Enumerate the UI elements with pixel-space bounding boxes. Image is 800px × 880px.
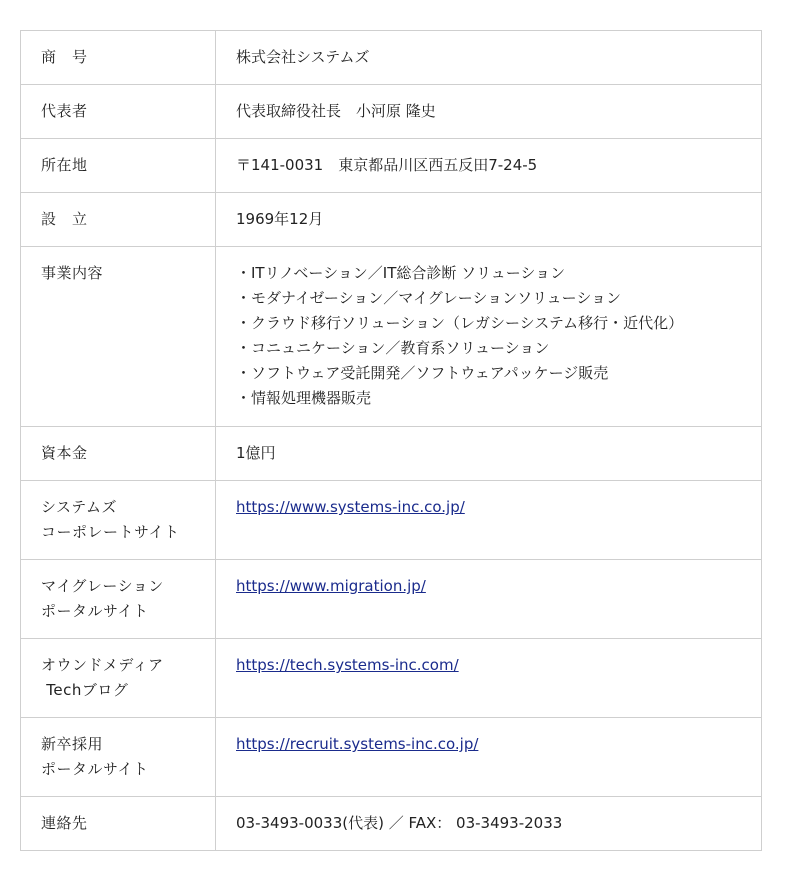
row-label-line: オウンドメディア	[41, 656, 164, 674]
row-label: 事業内容	[41, 264, 104, 282]
business-item: ・ソフトウェア受託開発／ソフトウェアパッケージ販売	[236, 364, 609, 382]
label-cell	[21, 427, 216, 481]
label-cell	[21, 797, 216, 851]
row-label-line: ポータルサイト	[41, 760, 149, 778]
value-cell	[216, 193, 762, 247]
row-label: 連絡先	[41, 814, 88, 832]
business-item: ・モダナイゼーション／マイグレーションソリューション	[236, 289, 622, 307]
label-cell	[21, 31, 216, 85]
row-label-line: コーポレートサイト	[41, 523, 180, 541]
row-label: 代表者	[41, 102, 88, 120]
corporate-site-link[interactable]: https://www.systems-inc.co.jp/	[236, 498, 465, 516]
row-label-line: システムズ	[41, 498, 118, 516]
label-cell	[21, 85, 216, 139]
value-cell	[216, 718, 762, 797]
address-value: 〒141-0031 東京都品川区西五反田7-24-5	[236, 156, 538, 174]
table-row-capital	[21, 427, 762, 481]
company-profile-table	[20, 30, 762, 851]
business-item: ・情報処理機器販売	[236, 389, 372, 407]
value-cell	[216, 31, 762, 85]
table-row-corporate-site	[21, 481, 762, 560]
label-cell	[21, 560, 216, 639]
label-cell	[21, 139, 216, 193]
table-row-migration-portal	[21, 560, 762, 639]
value-cell	[216, 481, 762, 560]
table-row-representative	[21, 85, 762, 139]
row-label-line: マイグレーション	[41, 577, 164, 595]
table-row-contact	[21, 797, 762, 851]
label-cell	[21, 247, 216, 427]
label-cell	[21, 639, 216, 718]
table-row-company-name	[21, 31, 762, 85]
row-label: 商 号	[41, 48, 88, 66]
contact-value: 03-3493-0033(代表) ／ FAX： 03-3493-2033	[236, 814, 563, 832]
value-cell	[216, 560, 762, 639]
value-cell	[216, 639, 762, 718]
business-item: ・ITリノベーション／IT総合診断 ソリューション	[236, 264, 566, 282]
row-label-line: 新卒採用	[41, 735, 104, 753]
business-item: ・クラウド移行ソリューション（レガシーシステム移行・近代化）	[236, 314, 684, 332]
established-value: 1969年12月	[236, 210, 324, 228]
row-label-line: Techブログ	[41, 681, 129, 699]
row-label: 所在地	[41, 156, 88, 174]
value-cell	[216, 85, 762, 139]
label-cell	[21, 193, 216, 247]
label-cell	[21, 718, 216, 797]
table-row-business	[21, 247, 762, 427]
migration-portal-link[interactable]: https://www.migration.jp/	[236, 577, 426, 595]
row-label-line: ポータルサイト	[41, 602, 149, 620]
table-row-tech-blog	[21, 639, 762, 718]
table-row-address	[21, 139, 762, 193]
value-cell	[216, 797, 762, 851]
company-name-value: 株式会社システムズ	[236, 48, 370, 66]
recruit-portal-link[interactable]: https://recruit.systems-inc.co.jp/	[236, 735, 479, 753]
capital-value: 1億円	[236, 444, 276, 462]
row-label: 資本金	[41, 444, 88, 462]
label-cell	[21, 481, 216, 560]
row-label: 設 立	[41, 210, 88, 228]
table-row-established	[21, 193, 762, 247]
value-cell	[216, 139, 762, 193]
tech-blog-link[interactable]: https://tech.systems-inc.com/	[236, 656, 459, 674]
value-cell	[216, 247, 762, 427]
business-item: ・コニュニケーション／教育系ソリューション	[236, 339, 550, 357]
value-cell	[216, 427, 762, 481]
table-row-recruit-portal	[21, 718, 762, 797]
representative-value: 代表取締役社長 小河原 隆史	[236, 102, 436, 120]
